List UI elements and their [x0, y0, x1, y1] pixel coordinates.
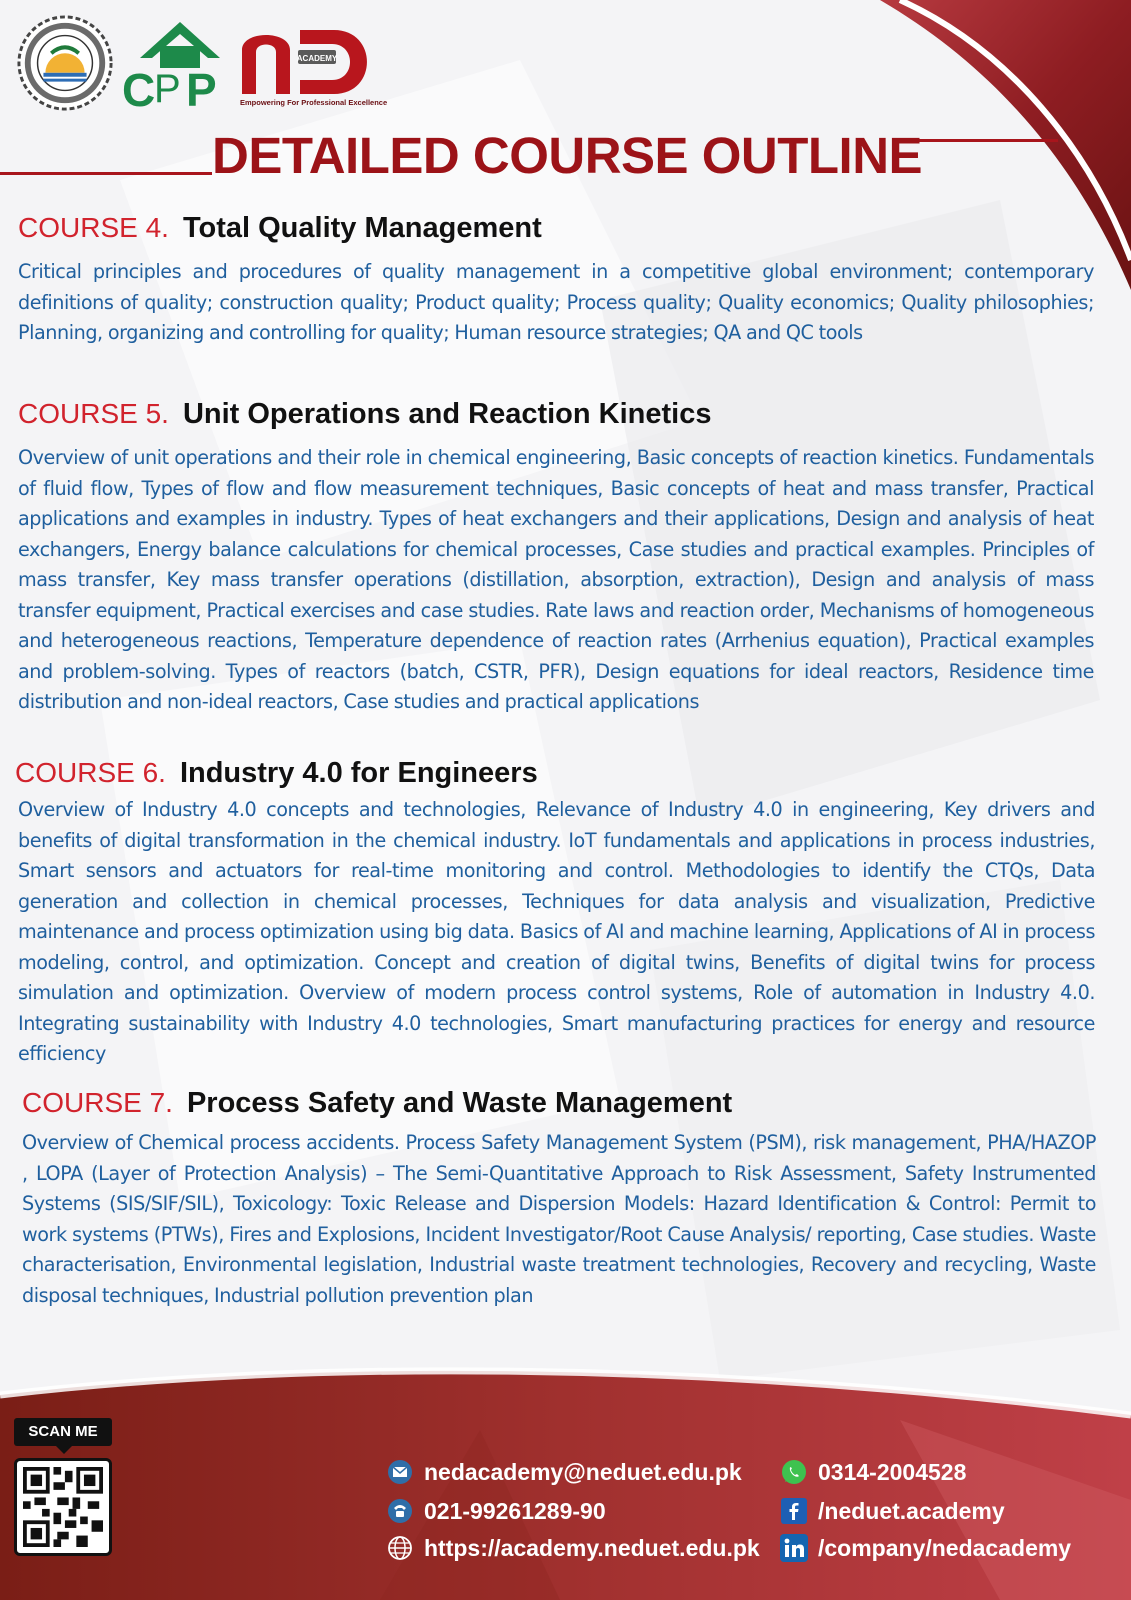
- course-description: Overview of Chemical process accidents. Process Safety Management System (PSM), risk management, PHA/HAZOP , LOPA (Layer of Protection Analysis) – The Semi-Quantitative Approach to Risk Assessment, Safety Instrumented Systems (SIS/SIF/SIL), Toxicology: Toxic Release and Dispersion Models: Hazard Identification & Control: Permit to work systems (PTWs), Fires and Explosions, Incident Investigator/Root Cause Analysis/ reporting, Case studies. Waste characterisation, Environmental legislation, Industrial waste treatment technologies, Recovery and recycling, Waste disposal techniques, Industrial pollution prevention plan: [22, 1131, 1096, 1307]
- whatsapp-icon: [780, 1458, 808, 1486]
- course-description: Overview of Industry 4.0 concepts and technologies, Relevance of Industry 4.0 in engineering, Key drivers and benefits of digital transformation in the chemical industry. IoT fundamentals and applications in process industries, Smart sensors and actuators for real-time monitoring and control. Methodologies to identify the CTQs, Data generation and collection in chemical processes, Techniques for data analysis and visualization, Predictive maintenance and process optimization using big data. Basics of AI and machine learning, Applications of AI in process modeling, control, and optimization. Concept and creation of digital twins, Benefits of digital twins for process simulation and optimization. Overview of modern process control systems, Role of automation in Industry 4.0. Integrating sustainability with Industry 4.0 technologies, Smart manufacturing practices for energy and resource efficiency: [18, 798, 1095, 1065]
- course-heading: [18, 212, 1094, 245]
- ned-logo-mark: [238, 20, 378, 98]
- linkedin-icon: [780, 1534, 808, 1562]
- university-seal-logo: [16, 14, 114, 112]
- header-rule-left: [0, 172, 212, 175]
- facebook-text: /neduet.academy: [818, 1497, 1005, 1524]
- course-title: Unit Operations and Reaction Kinetics: [182, 398, 712, 430]
- contact-website[interactable]: [386, 1534, 760, 1562]
- email-icon: [386, 1458, 414, 1486]
- course-4: [18, 212, 1094, 349]
- svg-text:P: P: [186, 64, 217, 110]
- ned-academy-badge: ACADEMY: [296, 54, 338, 63]
- course-title: Process Safety and Waste Management: [186, 1087, 733, 1119]
- phone-text: 021-99261289-90: [424, 1497, 606, 1524]
- facebook-icon: [780, 1497, 808, 1525]
- qr-code-icon: [23, 1467, 103, 1547]
- contact-linkedin[interactable]: [780, 1534, 1071, 1562]
- qr-code[interactable]: [14, 1458, 112, 1556]
- contact-email[interactable]: [386, 1458, 742, 1486]
- course-description: Overview of unit operations and their role in chemical engineering, Basic concepts of reaction kinetics. Fundamentals of fluid flow, Types of flow and flow measurement techniques, Basic concepts of heat and mass transfer, Practical applications and examples in industry. Types of heat exchangers and their applications, Design and analysis of heat exchangers, Energy balance calculations for chemical processes, Case studies and practical examples. Principles of mass transfer, Key mass transfer operations (distillation, absorption, extraction), Design and analysis of mass transfer equipment, Practical exercises and case studies. Rate laws and reaction order, Mechanisms of homogeneous and heterogeneous reactions, Temperature dependence of reaction rates (Arrhenius equation), Practical examples and problem-solving. Types of reactors (batch, CSTR, PFR), Design equations for ideal reactors, Residence time distribution and non-ideal reactors, Case studies and practical applications: [18, 446, 1094, 713]
- website-text: https://academy.neduet.edu.pk: [424, 1534, 760, 1561]
- whatsapp-text: 0314-2004528: [818, 1458, 967, 1485]
- page-title: DETAILED COURSE OUTLINE: [212, 127, 923, 184]
- header-rule-right: [908, 139, 1058, 142]
- ned-tagline: Empowering For Professional Excellence: [240, 98, 388, 107]
- course-7: [22, 1087, 1096, 1311]
- course-heading: [18, 398, 1094, 431]
- email-text: nedacademy@neduet.edu.pk: [424, 1458, 742, 1485]
- course-title: Total Quality Management: [182, 212, 542, 244]
- course-description: Critical principles and procedures of quality management in a competitive global environment; contemporary definitions of quality; construction quality; Product quality; Process quality; Quality economics; Quality philosophies; Planning, organizing and controlling for quality; Human resource strategies; QA and QC tools: [18, 260, 1094, 344]
- course-5: [18, 398, 1094, 718]
- ned-academy-logo: [238, 20, 388, 110]
- svg-text:C: C: [122, 64, 156, 110]
- globe-icon: [386, 1534, 414, 1562]
- course-number: COURSE 5.: [18, 398, 169, 429]
- course-number: COURSE 4.: [18, 212, 169, 243]
- cpp-logo: [120, 18, 240, 110]
- contact-facebook[interactable]: [780, 1497, 1005, 1525]
- course-title: Industry 4.0 for Engineers: [179, 757, 538, 789]
- course-heading: [22, 1087, 1096, 1120]
- course-6: [15, 757, 1095, 1070]
- course-number: COURSE 7.: [22, 1087, 173, 1118]
- course-heading: [15, 757, 1095, 790]
- logo-bar: [16, 12, 388, 110]
- svg-text:P: P: [154, 67, 181, 110]
- contact-whatsapp[interactable]: [780, 1458, 966, 1486]
- course-number: COURSE 6.: [15, 757, 166, 788]
- contact-phone[interactable]: [386, 1497, 606, 1525]
- linkedin-text: /company/nedacademy: [818, 1534, 1072, 1561]
- scan-me-label: SCAN ME: [14, 1418, 112, 1446]
- telephone-icon: [386, 1497, 414, 1525]
